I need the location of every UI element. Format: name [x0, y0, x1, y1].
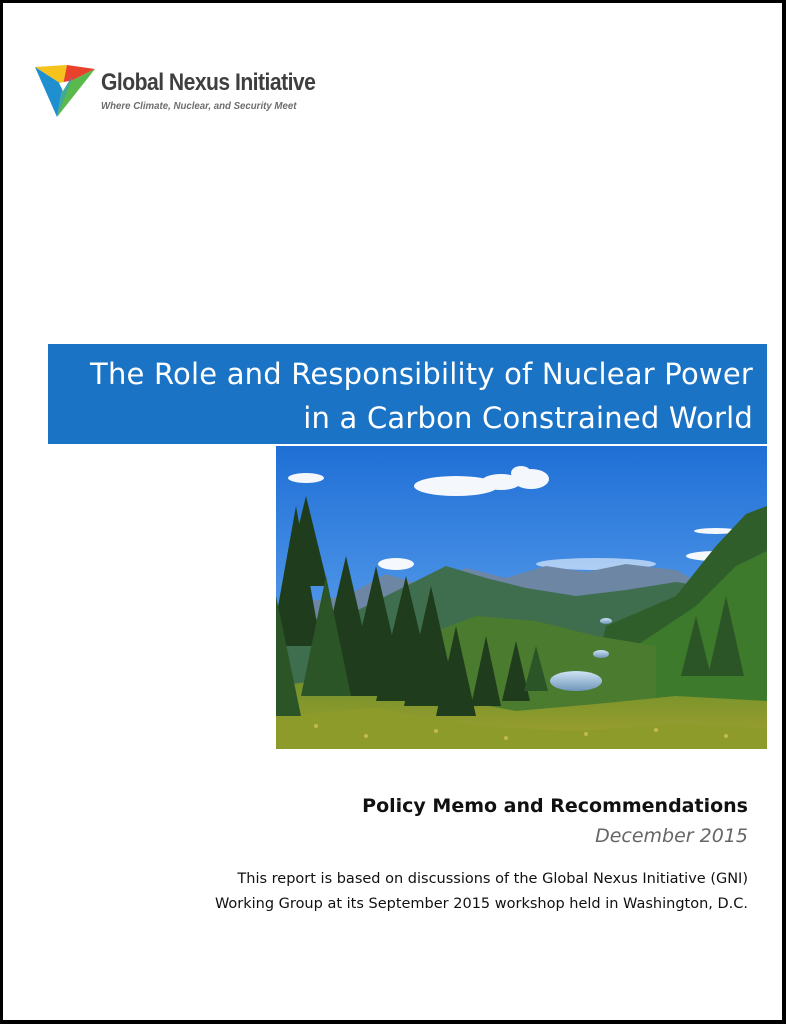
memo-description	[48, 867, 748, 917]
memo-type: Policy Memo and Recommendations	[362, 795, 748, 817]
title-banner	[48, 344, 767, 444]
title-line-1: The Role and Responsibility of Nuclear Power	[90, 357, 753, 391]
gni-logo-mark-icon	[33, 63, 97, 119]
logo-tagline: Where Climate, Nuclear, and Security Meet	[101, 100, 297, 112]
logo-name: Global Nexus Initiative	[101, 69, 316, 96]
memo-description-line-1: This report is based on discussions of the Global Nexus Initiative (GNI)	[237, 871, 748, 887]
gni-logo	[33, 63, 333, 123]
mountain-landscape-photo-icon	[276, 446, 767, 749]
memo-date: December 2015	[595, 825, 748, 847]
title-line-2: in a Carbon Constrained World	[303, 401, 753, 435]
memo-description-line-2: Working Group at its September 2015 workshop held in Washington, D.C.	[214, 896, 748, 912]
cover-photo	[276, 446, 767, 749]
